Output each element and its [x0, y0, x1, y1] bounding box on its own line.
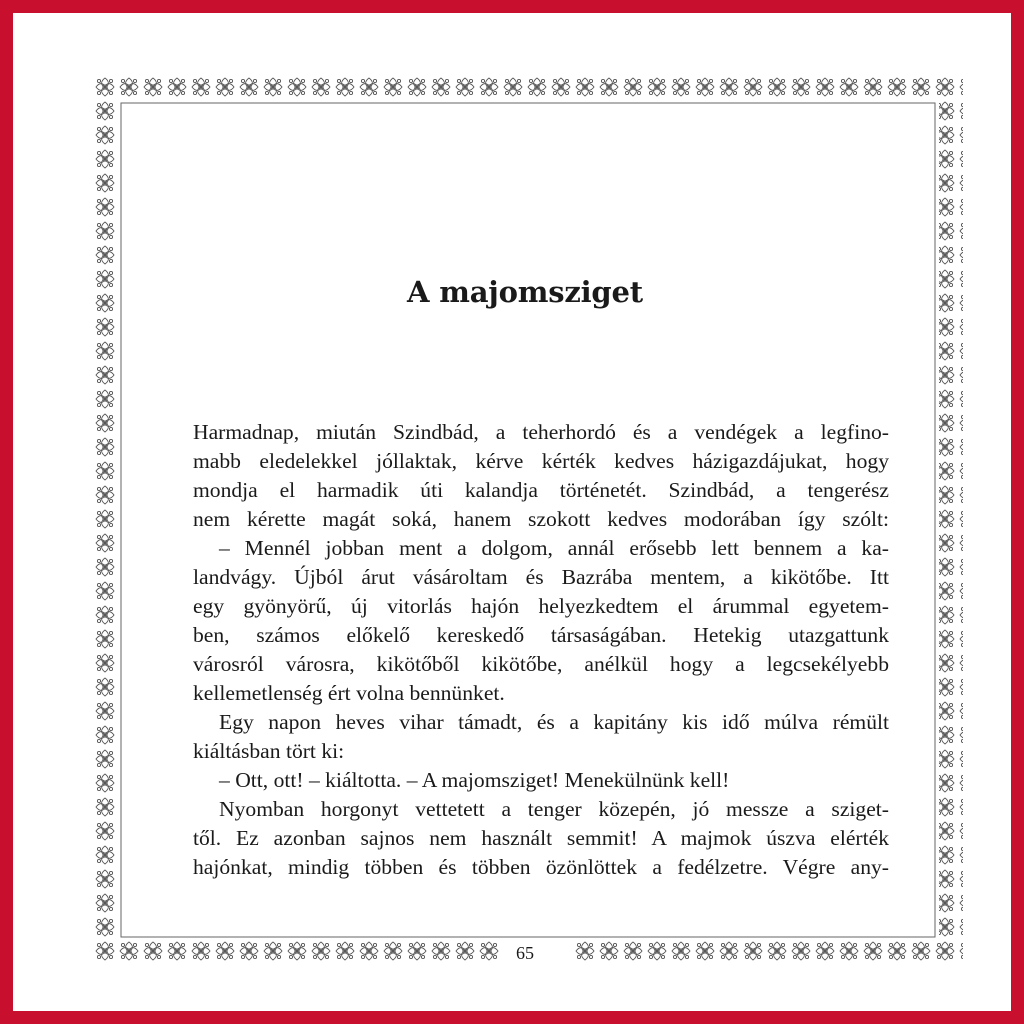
text-line: – Mennél jobban ment a dolgom, annál erősebb lett bennem a ka-: [219, 536, 889, 560]
text-line: ben, számos előkelő kereskedő társaságában. Hetekig utazgattunk: [193, 623, 889, 647]
text-line: mabb eledelekkel jóllaktak, kérve kérték kedves házigazdájukat, hogy: [193, 449, 889, 473]
page-number: 65: [516, 943, 534, 963]
text-line: városról városra, kikötőből kikötőbe, anélkül hogy a legcsekélyebb: [193, 652, 889, 676]
text-line: mondja el harmadik úti kalandja történetét. Szindbád, a tengerész: [193, 478, 889, 502]
text-line: Egy napon heves vihar támadt, és a kapitány kis idő múlva rémült: [219, 710, 889, 734]
text-line: landvágy. Újból árut vásároltam és Bazrába mentem, a kikötőbe. Itt: [193, 565, 889, 589]
text-line: Nyomban horgonyt vettetett a tenger közepén, jó messze a sziget-: [219, 797, 889, 821]
body-text: [193, 418, 889, 882]
text-line: kiáltásban tört ki:: [193, 739, 345, 763]
text-line: – Ott, ott! – kiáltotta. – A majomsziget! Menekülnünk kell!: [219, 768, 730, 792]
text-line: hajónkat, mindig többen és többen özönlöttek a fedélzetre. Végre any-: [193, 855, 889, 879]
text-line: től. Ez azonban sajnos nem használt semmit! A majmok úszva elérték: [193, 826, 889, 850]
text-line: Harmadnap, miután Szindbád, a teherhordó és a vendégek a legfino-: [193, 420, 889, 444]
text-line: kellemetlenség ért volna bennünket.: [193, 681, 505, 705]
text-line: nem kérette magát soká, hanem szokott kedves modorában így szólt:: [193, 507, 889, 531]
text-line: egy gyönyörű, új vitorlás hajón helyezkedtem el árummal egyetem-: [193, 594, 889, 618]
chapter-title: A majomsziget: [407, 275, 643, 309]
